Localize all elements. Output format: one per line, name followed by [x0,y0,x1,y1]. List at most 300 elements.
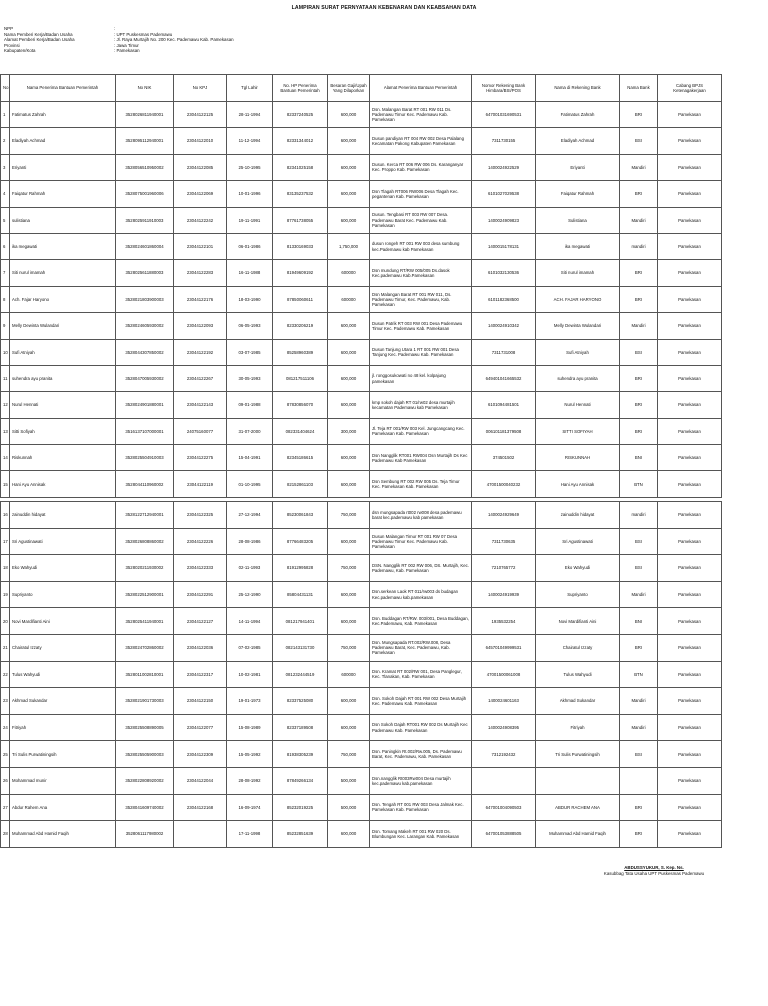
table-cell: 6101094481501 [472,392,536,418]
table-cell: 600,000 [328,471,370,497]
table-cell: Faiqatur Rahmah [536,181,620,207]
table-row [1,207,722,233]
table-row [1,181,722,207]
table-cell: Pamekasan [658,688,722,715]
table-cell: Riskunnah [10,445,116,471]
table-cell: 600,000 [328,445,370,471]
header-value: : UPT Puskesmas Pademawu [114,31,173,37]
table-cell: Fatimatus Zahrah [536,102,620,128]
table-cell: BRI [620,181,658,207]
table-cell: 27-12-1994 [227,502,273,529]
column-header: No [1,75,10,102]
table-cell: 6 [1,233,10,259]
column-header: No KPJ [174,75,227,102]
table-cell: 15-04-1991 [227,445,273,471]
recipient-table-1 [0,74,722,498]
table-cell: 18-03-1990 [227,286,273,312]
table-cell: Pamekasan [658,207,722,233]
table-cell: 15-05-1992 [227,741,273,768]
table-row [1,286,722,312]
table-cell: 87830856070 [273,392,328,418]
table-cell: 600000 [328,260,370,286]
table-row [1,661,722,688]
table-cell: Sufi Atniyah [10,339,116,365]
table-cell: 10 [1,339,10,365]
table-cell: Hani Ayu Annisak [10,471,116,497]
table-cell: Mandiri [620,154,658,180]
table-cell: Pamekasan [658,528,722,555]
table-cell: Dusun. Kerca RT 006 RW 006 Ds. Karanganyar Kec. Proppo Kab. Pamekasan [370,154,472,180]
table-row [1,688,722,715]
table-cell: 081217941401 [273,608,328,635]
table-cell: 3528022808920002 [116,767,174,794]
table-cell: Pamekasan [658,581,722,608]
table-cell: 6101027029538 [472,181,536,207]
table-cell: 15-08-1989 [227,714,273,741]
table-cell: BTN [620,471,658,497]
table-cell: Dusun Patrik RT 003 RW 001 Desa Pademawu Timur Kec. Pademawu Kab. Pamekasan [370,313,472,339]
table-cell [174,821,227,848]
table-cell: 1935532254 [472,608,536,635]
table-cell: 82337189508 [273,714,328,741]
table-cell: 82330206219 [273,313,328,339]
table-cell: BSI [620,555,658,582]
table-cell: 23044122119 [174,471,227,497]
table-cell: 87850060611 [273,286,328,312]
table-cell: Mandiri [620,313,658,339]
table-cell: Pamekasan [658,821,722,848]
table-cell: 81330169033 [273,233,328,259]
table-cell: 3528024702860002 [116,634,174,661]
table-cell: 3528056510950002 [116,154,174,180]
table-cell: 3528025505900003 [116,741,174,768]
header-key: NPP [4,26,14,31]
table-cell: Eladiyah Achmad [10,128,116,154]
table-cell: 14-11-1994 [227,608,273,635]
table-cell: suhendra ayu pranita [10,365,116,391]
table-cell: Jl. Teja RT 001/RW 003 Kel. Jungcangcang Kec. Pamekasan Kab. Pamekasan [370,418,472,444]
table-cell: Pamekasan [658,634,722,661]
table-cell: 500,000 [328,794,370,821]
table-cell: 3528095112940001 [116,128,174,154]
table-cell: 3516137107000001 [116,418,174,444]
table-cell: Nurul Hennati [536,392,620,418]
table-cell: Pamekasan [658,128,722,154]
table-cell: BRI [620,365,658,391]
table-cell: Supriyanto [10,581,116,608]
table-row [1,794,722,821]
table-cell: 22 [1,661,10,688]
table-cell: Fitriyah [10,714,116,741]
table-cell: 23044122275 [174,445,227,471]
table-cell: Sri Agustinawati [536,528,620,555]
table-cell: 23044122044 [174,767,227,794]
table-cell: BNI [620,608,658,635]
table-cell: Chairatul Izzaty [10,634,116,661]
table-cell: 645701049999531 [472,634,536,661]
table-cell: Faiqatur Rahmah [10,181,116,207]
table-cell: 600,000 [328,608,370,635]
table-cell: 600,000 [328,714,370,741]
table-cell: Tulus Wahyudi [10,661,116,688]
table-cell [472,767,536,794]
table-cell: 600,000 [328,339,370,365]
table-cell: 85258960389 [273,339,328,365]
table-cell: BRI [620,286,658,312]
table-cell: 2 [1,128,10,154]
table-cell: 7 [1,260,10,286]
table-cell: BRI [620,102,658,128]
table-cell: 19 [1,581,10,608]
table-cell: 600000 [328,661,370,688]
document-title: LAMPIRAN SURAT PERNYATAAN KEBENARAN DAN KEABSAHAN DATA [291,5,477,11]
table-cell: 6101182368500 [472,286,536,312]
table-cell: Dsn.nangglik Rt003Rw004 Desa murtajih kec.pademawu kab.pamekasan [370,767,472,794]
table-cell: Melly Dewinta Wulandari [10,313,116,339]
table-cell: 23044122309 [174,741,227,768]
table-cell: 16 [1,502,10,529]
table-row [1,502,722,529]
table-cell: Dsn. Tomang Makeh RT 001 RW 020 Ds. Blumbungan Kec. Larangan Kab. Pamekasan [370,821,472,848]
table-cell: Pamekasan [658,714,722,741]
table-cell: Pamekasan [658,502,722,529]
table-cell: ACH. FAJAR HARYONO [536,286,620,312]
table-cell: Sufi Atniyah [536,339,620,365]
table-cell: 23044122077 [174,714,227,741]
table-cell: 3528025411940001 [116,608,174,635]
table-cell: 01-10-1995 [227,471,273,497]
table-cell: zainuddin hidayat [536,502,620,529]
table-cell: Pamekasan [658,392,722,418]
table-cell: Melly Dewinta Wulandari [536,313,620,339]
table-cell: 649401041665532 [472,365,536,391]
table-cell: Dsn.serkean Laok RT 011/rw003 ds budagan Kec.pademawu kab.pamekasan [370,581,472,608]
table-cell: 23044122226 [174,528,227,555]
table-cell: Pamekasan [658,286,722,312]
table-cell: Mandiri [620,714,658,741]
table-cell: Novi Mardifianti Aini [536,608,620,635]
table-cell: Dusun pandiyan RT 004 RW 002 Desa Palalang Kecamatan Pakong Kabupaten Pamekasan [370,128,472,154]
table-cell: Supriyanto [536,581,620,608]
signature-block [590,865,718,877]
table-cell: 87761738055 [273,207,328,233]
header-value: : Jl. Raya Murtajih No. 200 Kec. Pademawu Kab. Pamekasan [114,37,234,43]
table-cell: 9 [1,313,10,339]
table-cell: BSI [620,741,658,768]
table-cell: Siti nurul imamah [10,260,116,286]
table-cell: 3528061117980002 [116,821,174,848]
table-row [1,233,722,259]
table-cell: 600000 [328,286,370,312]
table-cell: 28-08-1992 [227,767,273,794]
table-cell: 09-01-1988 [227,392,273,418]
signatory-position: Kasubbag Tata Usaha UPT Puskesmas Pademawu [603,870,705,876]
table-cell: 47001500061008 [472,661,536,688]
signatory-name: ABDUSSYUKUR, S. Kep. Ns. [624,865,684,870]
table-cell: Dsn. Paningkin Rt.002/Rw.005, Ds. Pademawu Barat, Kec. Pademawu, Kab. Pamekasan [370,741,472,768]
table-row [1,821,722,848]
table-cell: 23044122283 [174,260,227,286]
table-cell: 23044122069 [174,181,227,207]
column-header: Alamat Penerima Bantuan Pemerintah [370,75,472,102]
table-cell: 600,000 [328,207,370,233]
table-cell: BSI [620,339,658,365]
table-cell: 85232019225 [273,794,328,821]
table-cell: Dsn. Malangan Barat RT 001 RW 011 Ds. Pademawu Timur Kec. Pademawu Kab. Pamekasan [370,102,472,128]
table-cell: 23044122150 [174,688,227,715]
table-row [1,418,722,444]
header-key: Nama Pemberi Kerja/Badan Usaha [4,31,73,37]
table-row [1,608,722,635]
table-row [1,471,722,497]
table-cell: 23044122192 [174,339,227,365]
table-cell: SITTI SOFIYAH [536,418,620,444]
table-cell: BSI [620,128,658,154]
column-header: Nama Bank [620,75,658,102]
table-row [1,581,722,608]
table-cell: 02-11-1993 [227,555,273,582]
column-header: No. HP Penerima Bantuan Pemerintah [273,75,328,102]
table-cell: Pamekasan [658,555,722,582]
table-cell: Dsn. Mungsapada RT.002/RW.008, Desa Pademawu Barat, Kec. Pademawu, Kab. Pamekasan [370,634,472,661]
table-cell: 17-11-1998 [227,821,273,848]
header-key: Alamat Pemberi Kerja/Badan Usaha [4,37,75,43]
table-cell: mandiri [620,233,658,259]
table-cell: 23044122125 [174,102,227,128]
table-cell: Mandiri [620,688,658,715]
table-cell: 28 [1,821,10,848]
table-cell: 24075160077 [174,418,227,444]
table-row [1,767,722,794]
table-cell: Mandiri [620,581,658,608]
table-cell: Dusun Tanjung Utara 1 RT 001 RW 001 Desa Tanjung Kec. Pademawu Kab. Pamekasan [370,339,472,365]
table-cell: 500,000 [328,767,370,794]
table-row [1,634,722,661]
table-row [1,365,722,391]
table-cell: 12 [1,392,10,418]
table-cell: 600,000 [328,102,370,128]
table-cell: 21 [1,634,10,661]
table-cell: Dsn Sembung RT 002 RW 005 Ds. Teja Timur Kec. Pamekasan Kab. Pamekasan [370,471,472,497]
table-cell: 3528026811940001 [116,102,174,128]
table-row [1,260,722,286]
table-cell: Tri Sulis Purwatiningsih [10,741,116,768]
header-info [4,26,234,54]
table-cell: 23044122143 [174,392,227,418]
table-cell: 750,000 [328,634,370,661]
table-cell: 3528024605930002 [116,313,174,339]
table-cell: Mandiri [620,207,658,233]
table-cell: zainuddin hidayat [10,502,116,529]
table-cell: Pamekasan [658,608,722,635]
table-cell: 6101032130536 [472,260,536,286]
table-cell: 1400024601163 [472,688,536,715]
table-cell: Pamekasan [658,767,722,794]
table-cell: 82152861103 [273,471,328,497]
recipient-table-2 [0,501,722,848]
table-cell: BSI [620,528,658,555]
table-cell: jl. ronggosukowati no 48 kel. kolpajung pamekasan [370,365,472,391]
table-cell: 3528041609740002 [116,794,174,821]
table-cell: 600,000 [328,528,370,555]
table-cell: 20 [1,608,10,635]
table-cell: 23044122242 [174,207,227,233]
table-cell: 16-11-1988 [227,260,273,286]
table-cell: dusun rongeh RT 001 RW 003 desa sumbung kec.Pademawu kab Pamekasan [370,233,472,259]
table-cell: 600,000 [328,181,370,207]
header-key: Provinsi [4,42,20,48]
table-cell: 81938305239 [273,741,328,768]
table-cell: ika megawati [10,233,116,259]
table-cell: BRI [620,260,658,286]
column-header: Cabang BPJS Ketenagakerjaan [658,75,722,102]
table-cell: 15 [1,471,10,497]
table-cell: 3528026808860002 [116,528,174,555]
table-cell: 3528021803900003 [116,286,174,312]
table-cell: 14 [1,445,10,471]
table-cell: 11 [1,365,10,391]
table-cell: 25-12-1990 [227,581,273,608]
table-cell: BNI [620,445,658,471]
table-cell: BRI [620,634,658,661]
table-cell: 85232851639 [273,821,328,848]
table-row [1,154,722,180]
table-cell: Sulistiana [536,207,620,233]
table-cell: 006101181379508 [472,418,536,444]
table-cell: 647001031690531 [472,102,536,128]
table-cell: 3528011002810001 [116,661,174,688]
table-cell: 03-07-1985 [227,339,273,365]
table-cell: kmp sokoh dajah RT 01/rw02 desa murtajih kecamatan Pademawu kab Pamekasan [370,392,472,418]
table-cell: 3528122712940001 [116,502,174,529]
table-cell: Dsn. Kramat RT 002/RW 001, Desa Panglegur, Kec. Tlanakan, Kab. Pamekasan [370,661,472,688]
table-cell: 1,750,000 [328,233,370,259]
table-cell: Pamekasan [658,445,722,471]
table-cell: 81949609192 [273,260,328,286]
table-cell: 1400024922529 [472,154,536,180]
table-row [1,445,722,471]
table-cell: 600,000 [328,128,370,154]
table-row [1,555,722,582]
table-cell: 3528025911910003 [116,207,174,233]
table-cell: 23044122333 [174,555,227,582]
table-cell: Pamekasan [658,154,722,180]
table-cell: BRI [620,392,658,418]
table-cell: Pamekasan [658,471,722,497]
table-cell: dsn mungsapada rt002 rw008 desa pademawu barat kec.pademawu kab pamekasan [370,502,472,529]
table-cell: 81912995828 [273,555,328,582]
table-cell: 7312192432 [472,741,536,768]
table-cell: 23044122093 [174,313,227,339]
table-cell: Dusun Malangan Timur RT 001 RW 07 Desa Pademawu Timur Kec. Pademawu Kab. Pamekasan [370,528,472,555]
table-cell: 7311731008 [472,339,536,365]
table-cell: Dsn. Tengah RT 001 RW 003 Desa Jalmak Kec. Pamekasan Kab. Pamekasan [370,794,472,821]
table-cell: 23044122036 [174,634,227,661]
table-cell: 85804431131 [273,581,328,608]
column-header: No NIK [116,75,174,102]
table-cell: 24 [1,714,10,741]
table-cell: Muhammad Abd Hamid Faqih [10,821,116,848]
table-cell: 82341025158 [273,154,328,180]
table-cell: 30-05-1993 [227,365,273,391]
table-cell: Nurul Hennati [10,392,116,418]
header-value: : Jawa Timur [114,42,139,48]
table-row [1,128,722,154]
table-cell: ABDUR RACHEM ANA [536,794,620,821]
table-cell: 1400024909823 [472,207,536,233]
table-cell: 82331344012 [273,128,328,154]
table-cell: 47001500040232 [472,471,536,497]
table-cell: 23044122101 [174,233,227,259]
table-cell: 3 [1,154,10,180]
table-cell: 3528075001960006 [116,181,174,207]
table-cell: Dsn Sokoh Dajah RT001 RW 002 Ds Murtajih Kec Pademawu Kab. Pamekasan [370,714,472,741]
table-cell: 647001004090503 [472,794,536,821]
header-value: : Pamekasan [114,48,140,54]
table-cell: 8 [1,286,10,312]
table-cell: 4 [1,181,10,207]
table-cell: 3528047005930002 [116,365,174,391]
table-cell: 11-12-1994 [227,128,273,154]
table-cell: 25-10-1995 [227,154,273,180]
table-cell: 5 [1,207,10,233]
table-cell: 600,000 [328,581,370,608]
column-header: Nama Penerima Bantuan Pemerintah [10,75,116,102]
table-cell: Chairatul Izzaty [536,634,620,661]
table-cell: Eladiyah Achmad [536,128,620,154]
table-cell: Dsn. Sokoh Dajah RT 001 RW 002 Desa Murtajih Kec. Pademawu Kab. Pamekasan [370,688,472,715]
table-cell: Pamekasan [658,418,722,444]
table-cell: mandiri [620,502,658,529]
table-cell: ika megawati [536,233,620,259]
table-cell: 31-07-2000 [227,418,273,444]
table-cell: 3528024601860004 [116,233,174,259]
table-row [1,102,722,128]
table-cell: 7311730635 [472,528,536,555]
table-cell: 1400024929649 [472,502,536,529]
table-cell: Dsn mundung RT/RW 005/005 Ds.dasok Kec.pademawu Kab.Pamekasan [370,260,472,286]
table-cell: 3528025504910003 [116,445,174,471]
table-cell: 28-11-1994 [227,102,273,128]
table-cell: 081232444519 [273,661,328,688]
column-header: Besaran Gaji/Upah Yang Dilaporkan [328,75,370,102]
table-cell: Eriyanti [10,154,116,180]
table-row [1,528,722,555]
table-cell: 27 [1,794,10,821]
table-cell: 300,000 [328,418,370,444]
table-cell: 23044122317 [174,661,227,688]
table-cell: Pamekasan [658,741,722,768]
table-cell: 23044122176 [174,286,227,312]
table-cell: 3528025611880003 [116,260,174,286]
table-row [1,741,722,768]
table-cell: 23044122127 [174,608,227,635]
table-cell: 19-01-1973 [227,688,273,715]
table-cell: Pamekasan [658,365,722,391]
table-cell: 3528020211930002 [116,555,174,582]
table-cell: 7210765772 [472,555,536,582]
table-cell: Pamekasan [658,233,722,259]
table-cell: Fitriyah [536,714,620,741]
table-cell: 25 [1,741,10,768]
table-cell: Novi Mardifianti Aini [10,608,116,635]
table-cell: Tri Sulis Purwatiningsih [536,741,620,768]
table-cell: Eko Wahyudi [10,555,116,582]
table-cell: 750,000 [328,555,370,582]
table-cell: Siti nurul imamah [536,260,620,286]
table-cell: 750,000 [328,502,370,529]
table-cell: 600,000 [328,688,370,715]
